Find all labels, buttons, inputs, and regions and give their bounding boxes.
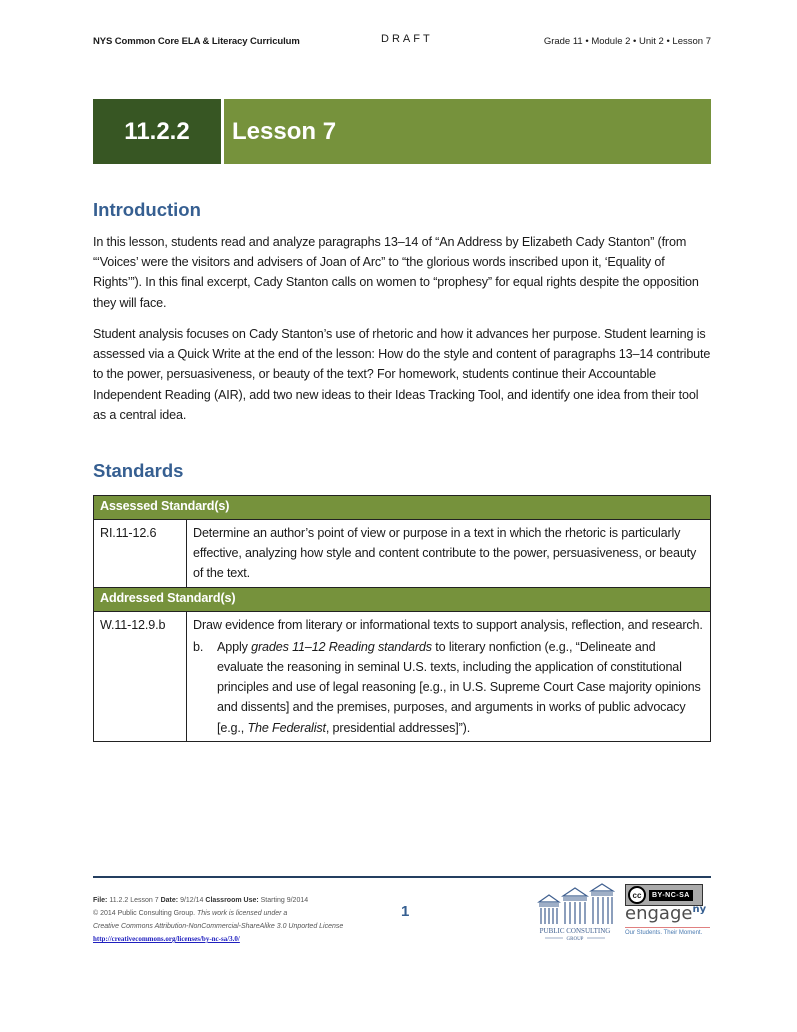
pcg-logo-icon xyxy=(535,882,615,944)
date-label: Date: xyxy=(160,897,179,904)
sub-text-italic: grades 11–12 Reading standards xyxy=(251,639,432,654)
draft-label: DRAFT xyxy=(381,33,433,45)
page-header xyxy=(93,33,711,50)
license-link[interactable]: http://creativecommons.org/licenses/by-nc-sa/3.0/ xyxy=(93,935,240,943)
addressed-standards-header: Addressed Standard(s) xyxy=(94,587,711,611)
cc-terms: BY-NC-SA xyxy=(649,890,693,901)
copyright: © 2014 Public Consulting Group. xyxy=(93,910,196,917)
license-line xyxy=(93,920,343,933)
sub-text-mid: to literary nonfiction (e.g., “Delineate and evaluate the reasoning in seminal U.S. texts, including the application of constitutional principles and use of legal reasoning [e.g., in U.S. Supreme Court Case majority opinions and dissents] and the premises, purposes, and arguments in works of public advocacy [e.g., xyxy=(217,639,701,735)
sub-text-pre: Apply xyxy=(217,639,252,654)
sub-item-text xyxy=(217,637,704,738)
sub-text-post: , presidential addresses]”). xyxy=(325,720,471,735)
standard-code: W.11-12.9.b xyxy=(94,611,187,741)
assessed-standards-header: Assessed Standard(s) xyxy=(94,496,711,520)
use-label: Classroom Use: xyxy=(205,897,259,904)
lesson-title: Lesson 7 xyxy=(224,99,711,164)
standard-code: RI.11-12.6 xyxy=(94,520,187,588)
sub-item-label: b. xyxy=(193,639,204,654)
file-value: 11.2.2 Lesson 7 xyxy=(109,897,159,904)
file-label: File: xyxy=(93,897,108,904)
breadcrumb: Grade 11 • Module 2 • Unit 2 • Lesson 7 xyxy=(543,36,711,47)
date-value: 9/12/14 xyxy=(180,897,204,904)
intro-paragraph-2: Student analysis focuses on Cady Stanton’s use of rhetoric and how it advances her purpose. Student learning is assessed via a Quick Write at the end of the lesson: How do the style and content of paragraphs 13–14 contribute to the power, persuasiveness, or beauty of the text? For homework, students continue their Accountable Independent Reading (AIR), add two new ideas to their Ideas Tracking Tool, and identify one idea from their tool as a central idea. xyxy=(93,327,711,422)
footer-info xyxy=(93,894,343,946)
standards-table xyxy=(93,495,711,742)
standard-sub-item xyxy=(193,637,704,738)
license-name: Creative Commons Attribution-NonCommercial-ShareAlike 3.0 Unported License xyxy=(93,923,344,930)
introduction-heading: Introduction xyxy=(93,199,201,220)
table-row xyxy=(94,611,711,741)
pcg-name: PUBLIC CONSULTING xyxy=(539,927,611,935)
engage-text: engage xyxy=(625,903,693,924)
license-intro: This work is licensed under a xyxy=(197,910,288,917)
file-info xyxy=(93,894,343,907)
standards-heading: Standards xyxy=(93,460,184,481)
standard-description xyxy=(187,611,711,741)
cc-icon: cc xyxy=(628,886,646,904)
engage-sup: ny xyxy=(692,904,707,915)
table-row xyxy=(94,520,711,588)
lesson-title-bar xyxy=(93,99,711,164)
footer-divider xyxy=(93,876,711,878)
sub-text-italic-2: The Federalist xyxy=(247,720,326,735)
engage-tagline: Our Students. Their Moment. xyxy=(625,930,703,936)
engageny-logo xyxy=(625,903,706,924)
pcg-group: GROUP xyxy=(566,937,584,942)
intro-paragraph-1: In this lesson, students read and analyze paragraphs 13–14 of “An Address by Elizabeth Cady Stanton” (from “‘Voices’ were the visitors and advisers of Joan of Arc” to “the glorious words inscribed upon it, ‘Equality of Rights’”). In this final excerpt, Cady Stanton calls on women to “prophesy” for equal rights despite the opposition they will face. xyxy=(93,235,699,310)
use-value: Starting 9/2014 xyxy=(260,897,309,904)
page-number: 1 xyxy=(401,903,410,920)
curriculum-name: NYS Common Core ELA & Literacy Curriculum xyxy=(93,36,300,47)
copyright-line xyxy=(93,907,343,920)
engage-divider xyxy=(625,927,710,928)
standard-description: Determine an author’s point of view or purpose in a text in which the rhetoric is particularly effective, analyzing how style and content contribute to the power, persuasiveness, or beauty of the text. xyxy=(187,520,711,588)
lesson-number: 11.2.2 xyxy=(93,99,221,164)
standard-main-text: Draw evidence from literary or informational texts to support analysis, reflection, and research. xyxy=(193,617,703,632)
